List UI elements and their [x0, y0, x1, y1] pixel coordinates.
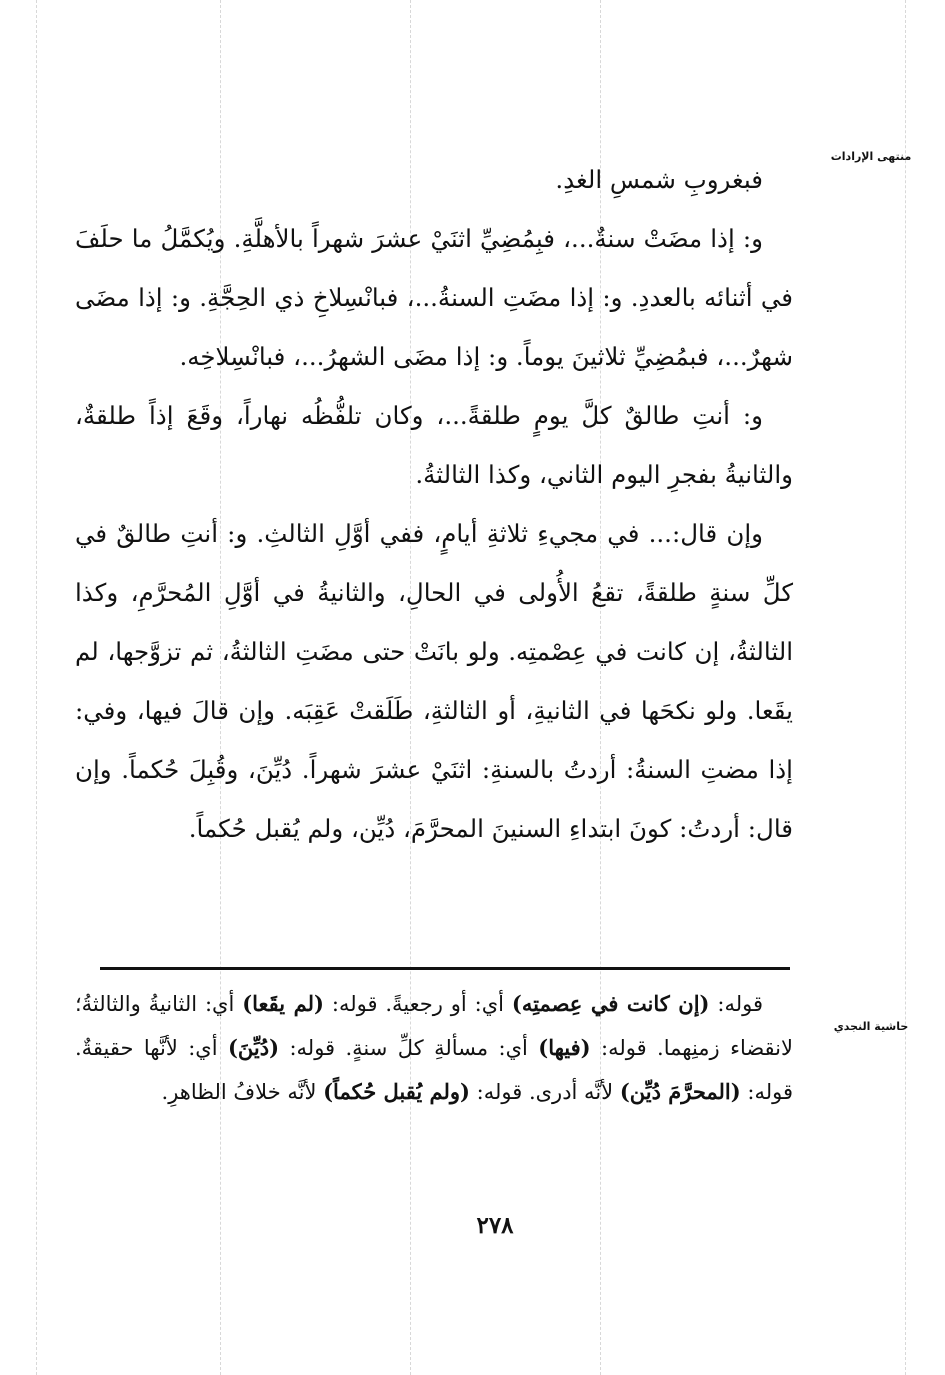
quoted-phrase: (إن كانت في عِصمتِه) [511, 991, 710, 1016]
commentary-notes [75, 982, 793, 1114]
main-paragraph: فبغروبِ شمسِ الغدِ. [555, 165, 763, 194]
main-paragraph: و: إذا مضَتْ سنةٌ...، فبِمُضِيِّ اثنَيْ عشرَ شهراً بالأهلَّةِ. ويُكمَّلُ ما حلَفَ في أثنائه بالعددِ. و: إذا مضَتِ السنةُ...، فبانْسِلاخِ ذي الحِجَّةِ. و: إذا مضَى شهرٌ...، فبمُضِيِّ ثلاثينَ يوماً. و: إذا مضَى الشهرُ...، فبانْسِلاخِه. [75, 224, 793, 371]
commentary-paragraph [75, 982, 793, 1114]
note-text: أي: لأنَّها حقيقةٌ. قوله: [75, 1036, 793, 1104]
quoted-phrase: (المحرَّمَ دُيِّن) [619, 1079, 741, 1104]
quoted-phrase: (فيها) [538, 1035, 591, 1060]
scan-guide-line [36, 0, 37, 1375]
note-text: لأنَّه خلافُ الظاهرِ. [161, 1080, 324, 1104]
side-label-commentary: حاشية النجدي [833, 1020, 909, 1033]
note-text: أي: الثانيةُ والثالثةُ؛ لانقضاء زمنِهما. قوله: [75, 992, 794, 1060]
main-paragraph: و: أنتِ طالقٌ كلَّ يومٍ طلقةً...، وكان تلفُّظُه نهاراً، وقَعَ إذاً طلقةٌ، والثانيةُ بفجرِ اليوم الثاني، وكذا الثالثةُ. [75, 401, 793, 489]
scan-guide-line [905, 0, 906, 1375]
side-label-main-text: منتهى الإرادات [830, 150, 912, 163]
main-text-body [75, 150, 793, 858]
quoted-phrase: (ولم يُقبل حُكماً) [323, 1079, 470, 1104]
note-text: أي: مسألةِ كلِّ سنةٍ. قوله: [279, 1036, 539, 1060]
main-paragraph: وإن قال:... في مجيءِ ثلاثةِ أيامٍ، ففي أوَّلِ الثالثِ. و: أنتِ طالقٌ في كلِّ سنةٍ طلقةً، تقعُ الأُولى في الحالِ، والثانيةُ في أوَّلِ المُحرَّمِ، وكذا الثالثةُ، إن كانت في عِصْمتِه. ولو بانَتْ حتى مضَتِ الثالثةُ، ثم تزوَّجها، لم يقَعا. ولو نكحَها في الثانيةِ، أو الثالثةِ، طَلَقتْ عَقِبَه. وإن قالَ فيها، وفي: إذا مضتِ السنةُ: أردتُ بالسنةِ: اثنَيْ عشرَ شهراً. دُيِّنَ، وقُبِلَ حُكماً. وإن قال: أردتُ: كونَ ابتداءِ السنينَ المحرَّمَ، دُيِّن، ولم يُقبل حُكماً. [75, 519, 793, 843]
footnote-separator-rule [100, 967, 790, 970]
quoted-phrase: (دُيِّنَ) [227, 1035, 280, 1060]
note-text: أي: أو رجعيةً. قوله: [323, 992, 512, 1016]
quoted-phrase: (لم يقَعا) [242, 991, 324, 1016]
page-number: ٢٧٨ [476, 1212, 514, 1239]
note-text: لأنَّه أدرى. قوله: [469, 1080, 620, 1104]
note-text: قوله: [709, 992, 764, 1016]
